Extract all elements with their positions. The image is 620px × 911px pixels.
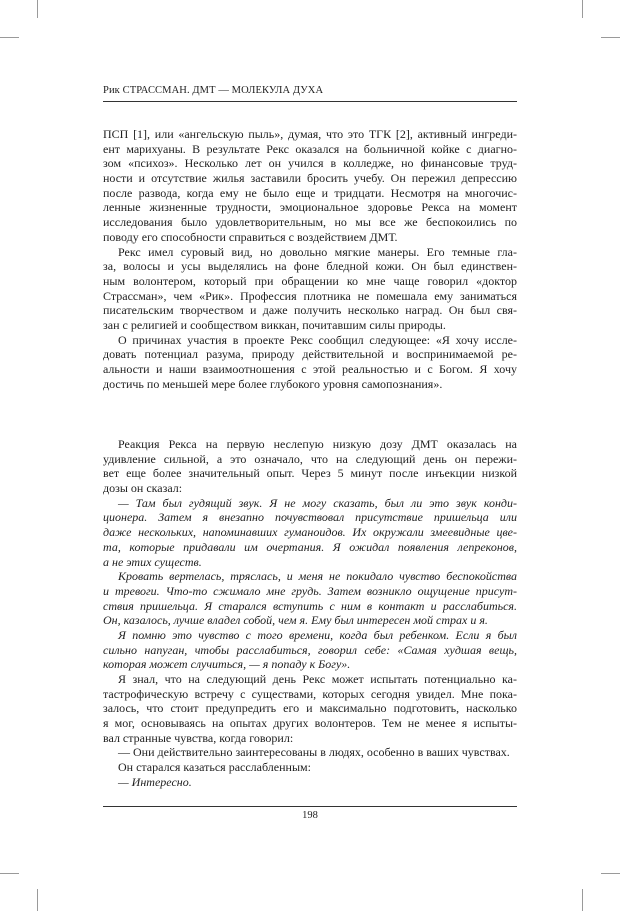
text-line: Я помню это чувство с того времени, когда был ребенком. Если я был [118,627,517,642]
text-line: О причинах участия в проекте Рекс сообщил следующее: «Я хочу иссле- [118,332,517,347]
text-line: вал странные чувства, когда говорил: [103,730,294,745]
text-line: после развода, когда ему не было еще и тридцати. Несмотря на многочис- [103,185,517,200]
quote-paragraph [103,569,517,628]
text-line: ности и отсутствие жилья заставили бросить учебу. Он пережил депрессию [103,171,517,186]
text-line: дозы он сказал: [103,481,183,496]
text-line: ционера. Затем я внезапно почувствовал присутствие пришельца или [103,510,517,525]
text-line: — Интересно. [118,774,192,789]
running-head: Рик СТРАССМАН. ДМТ — МОЛЕКУЛА ДУХА [103,85,324,96]
text-line: альности и наши взаимоотношения с этой реальностью и с Богом. Я хочу [103,362,517,376]
text-line: ент марихуаны. В результате Рекс оказался на больничной койке с диагно- [103,141,517,156]
text-line: довать потенциал разума, природу действительной и воспринимаемой ре- [103,347,517,362]
paragraph [103,745,517,760]
text-line: я мог, основываясь на опытах других волонтеров. Тем не менее я испыты- [103,716,517,731]
crop-mark-top-left-vertical [37,0,38,18]
crop-mark-bottom-left-horizontal [0,873,19,874]
text-line: и тревоги. Что-то сжимало мне грудь. Затем возникло ощущение присут- [103,583,517,598]
text-line: ным волонтером, который при обращении ко мне чаще говорил «доктор [103,273,517,288]
header-rule [103,101,517,102]
text-line: поводу его способности справиться с воздействием ДМТ. [103,229,398,244]
crop-mark-bottom-right-horizontal [601,873,620,874]
text-line: исследования было удовлетворительным, но мы все же беспокоились по [103,215,517,230]
text-line: Он, казалось, лучше владел собой, чем я. Ему был интересен мой страх и я. [103,613,488,628]
crop-mark-top-left-horizontal [0,37,19,38]
text-line: которая может случиться, — я попаду к Богу». [103,657,351,672]
text-line: Он старался казаться расслабленным: [118,760,311,775]
text-line: зан с религией и сообществом виккан, почитавшим силы природы. [103,317,446,332]
paragraph [103,672,517,745]
crop-mark-bottom-left-vertical [37,889,38,911]
text-line: вет еще более значительный опыт. Через 5 минут после инъекции низкой [103,466,517,481]
quote-paragraph [103,628,517,672]
page-number: 198 [302,810,318,821]
text-line: зом «психоз». Несколько лет он учился в колледже, но финансовые труд- [103,156,517,171]
text-line: залось, что стоит предупредить его и максимально подготовить, насколько [103,701,517,716]
crop-mark-top-right-vertical [582,0,583,18]
text-line: а не этих существ. [103,554,202,569]
text-line: ствия пришельца. Я старался вступить с ним в контакт и расслабиться. [103,598,517,613]
quote-paragraph [103,496,517,569]
text-line: Страссман», чем «Рик». Профессия плотника не помешала ему заниматься [103,288,517,303]
crop-mark-bottom-right-vertical [582,889,583,911]
text-line: удивление сильной, а это означало, что на следующий день он пережи- [103,451,517,466]
paragraph [103,245,517,333]
text-line: та, которые придавали им очертания. Я ожидал появления лепреконов, [103,539,517,554]
text-line: ПСП [1], или «ангельскую пыль», думая, что это ТГК [2], активный ингреди- [103,127,517,141]
quote-paragraph [103,775,517,790]
text-line: Кровать вертелась, тряслась, и меня не покидало чувство беспокойства [118,569,517,584]
paragraph [103,760,517,775]
text-line: за, волосы и усы выделялись на фоне бледной кожи. Он был единствен- [103,259,517,274]
text-line: тастрофическую встречу с существами, которых сегодня увидел. Мне пока- [103,686,517,701]
text-line: даже нескольких, напоминавших гуманоидов. Их окружали змеевидные цве- [103,525,517,540]
text-block-bottom [103,437,517,790]
text-line: — Они действительно заинтересованы в людях, особенно в ваших чувствах. [118,745,510,760]
text-line: писательским творчеством и даже получить несколько наград. Он был свя- [103,303,517,318]
text-block-top [103,127,517,391]
text-line: ленные жизненные трудности, эмоциональное здоровье Рекса на момент [103,200,517,215]
paragraph [103,333,517,392]
paragraph [103,127,517,245]
text-line: Рекс имел суровый вид, но довольно мягкие манеры. Его темные гла- [118,244,517,259]
text-line: сильно напуган, чтобы расслабиться, говорил себе: «Самая худшая вещь, [103,642,517,657]
paragraph [103,437,517,496]
text-line: Реакция Рекса на первую неслепую низкую дозу ДМТ оказалась на [118,437,517,451]
text-line: — Там был гудящий звук. Я не могу сказать, был ли это звук конди- [118,495,517,510]
crop-mark-top-right-horizontal [601,37,620,38]
text-line: Я знал, что на следующий день Рекс может испытать потенциально ка- [118,672,517,686]
text-line: достичь по меньшей мере более глубокого уровня самопознания». [103,376,443,391]
footer-rule [103,806,517,807]
